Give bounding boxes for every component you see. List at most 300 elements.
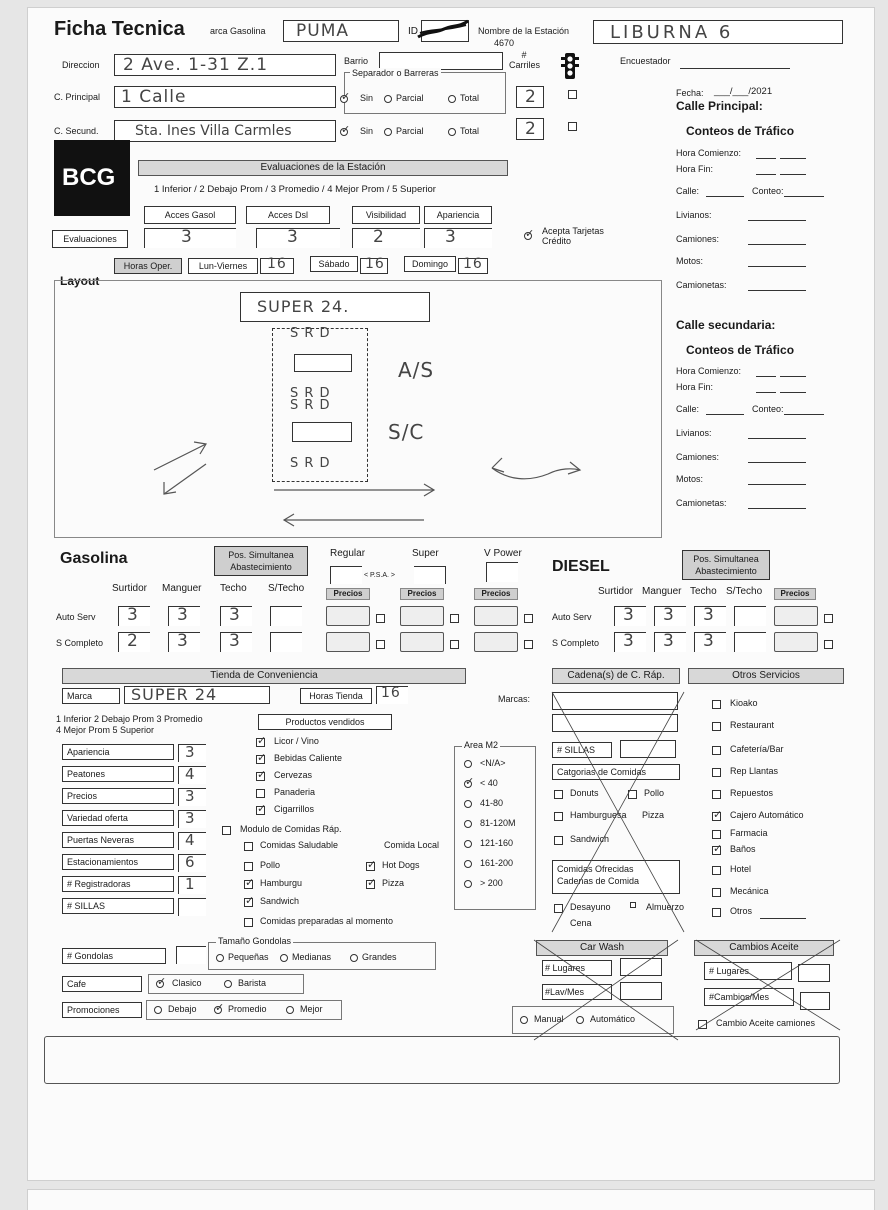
tienda-marca-field[interactable] [124,686,270,704]
area-radio[interactable] [464,780,472,788]
rating-field[interactable] [178,832,206,850]
carwash-lugares-label: # Lugares [542,960,612,976]
gas-vpower-psa-field[interactable] [486,562,518,582]
acces-dsl-field[interactable] [256,228,340,248]
rating-label: Apariencia [62,744,174,760]
gas-auto-label: Auto Serv [56,612,96,622]
pollo-label: Pollo [260,860,281,870]
rating-value: 3 [185,787,196,805]
producto-checkbox[interactable] [256,738,265,747]
principal-count-line[interactable] [748,244,806,245]
rating-value: 3 [185,743,196,761]
layout-title: Layout [60,274,100,288]
comments-box[interactable] [44,1036,840,1084]
rating-field[interactable] [178,898,206,916]
dsl-pos-label: Pos. Simultanea Abastecimiento [682,550,770,580]
tienda-horas-label: Horas Tienda [300,688,372,704]
gas-cell-value: 3 [229,631,241,651]
dsl-precios: Precios [774,588,816,600]
cat-donuts-label: Donuts [570,788,599,798]
traffic-flow-arrows-right-icon [478,444,588,490]
apariencia-value: 3 [445,227,457,247]
otros-checkbox[interactable] [712,888,721,897]
promo-mejor-radio[interactable] [286,1006,294,1014]
dsl-col-stecho: S/Techo [726,586,763,597]
dsl-cell[interactable] [654,606,686,626]
rating-label: Precios [62,788,174,804]
nombre-field[interactable] [593,20,843,44]
dsl-cell-value: 3 [703,605,715,625]
pizza-label: Pizza [382,878,405,888]
dsl-cell[interactable] [694,632,726,652]
secundaria-field-label: Motos: [676,474,704,484]
secundaria-time-line-b[interactable] [780,392,806,393]
hotdogs-label: Hot Dogs [382,860,420,870]
gas-price-field[interactable] [474,606,518,626]
producto-label: Cervezas [274,770,313,780]
visibilidad-label: Visibilidad [352,206,420,224]
principal-conteos: Conteos de Tráfico [686,124,795,138]
carwash-crossout-icon [528,934,688,1044]
rating-field[interactable] [178,810,206,828]
gas-stecho-cell[interactable] [270,632,302,652]
carriles-principal-field[interactable] [516,86,544,108]
tamano-title: Tamaño Gondolas [218,936,292,946]
rating-field[interactable] [178,854,206,872]
secundaria-time-line-a[interactable] [756,376,776,377]
otros-label: Cajero Automático [730,810,804,820]
area-radio[interactable] [464,880,472,888]
gas-price-field[interactable] [474,632,518,652]
gas-col-surtidor: Surtidor [112,583,148,594]
rating-value: 3 [185,809,196,827]
rating-field[interactable] [178,876,206,894]
aceite-title: Cambios Aceite [694,940,834,956]
dsl-stecho-cell[interactable] [734,632,766,652]
almuerzo-label: Almuerzo [646,902,685,912]
principal-semaforo-checkbox[interactable] [568,90,577,99]
diesel-title: DIESEL [552,558,610,575]
principal-time-line-a[interactable] [756,158,776,159]
sep-principal-sin-radio[interactable] [340,95,348,103]
apariencia-field[interactable] [424,228,492,248]
principal-conteo-label: Conteo: [752,186,784,196]
gas-price-field[interactable] [326,606,370,626]
producto-checkbox[interactable] [256,806,265,815]
cafe-clasico-label: Clasico [172,978,202,988]
rating-value: 1 [185,875,196,893]
producto-checkbox[interactable] [256,789,265,798]
tamano-grandes-label: Grandes [362,952,397,962]
carwash-auto-label: Automático [590,1014,636,1024]
dsl-price-checkbox[interactable] [824,614,833,623]
aceite-lugares-label: # Lugares [704,962,792,980]
id-label: ID [408,26,418,37]
area-label: < 40 [480,778,498,788]
area-label: 41-80 [480,798,504,808]
dsl-cell[interactable] [614,632,646,652]
gondolas-field[interactable] [176,946,206,964]
rating-field[interactable] [178,766,206,784]
otros-label: Restaurant [730,720,775,730]
gas-super-psa-field[interactable] [414,566,446,584]
producto-label: Licor / Vino [274,736,319,746]
preparadas-label: Comidas preparadas al momento [260,916,394,926]
rating-label: # SILLAS [62,898,174,914]
secundaria-count-line[interactable] [748,484,806,485]
area-radio[interactable] [464,820,472,828]
aceite-crossout-icon [688,934,848,1034]
fecha-label: Fecha: [676,88,704,98]
marca-value: PUMA [296,21,349,41]
cat-sandwich-label: Sandwich [570,834,610,844]
sep-secund-sin-label: Sin [360,126,374,136]
horas-dom-label: Domingo [404,256,456,272]
marca-field[interactable] [283,20,399,42]
promo-debajo-radio[interactable] [154,1006,162,1014]
area-label: > 200 [480,878,503,888]
otros-checkbox[interactable] [712,700,721,709]
area-label: <N/A> [480,758,506,768]
sep-secund-sin-radio[interactable] [340,128,348,136]
tarjetas-radio[interactable] [524,232,532,240]
sep-secund-total-label: Total [460,126,480,136]
secundaria-field-label: Calle: [676,404,700,414]
gas-price-checkbox[interactable] [450,614,459,623]
dsl-col-techo: Techo [690,586,717,597]
principal-count-line[interactable] [748,290,806,291]
pollo-checkbox[interactable] [244,862,253,871]
secund-semaforo-checkbox[interactable] [568,122,577,131]
next-page-edge [28,1190,874,1210]
secundaria-count-line[interactable] [748,462,806,463]
cat-pollo-label: Pollo [644,788,665,798]
secundaria-conteo-label: Conteo: [752,404,784,414]
id-field[interactable] [421,20,469,42]
gas-price-checkbox[interactable] [376,640,385,649]
gas-cell-value: 3 [177,631,189,651]
area-label: 161-200 [480,858,514,868]
gas-cell-value: 3 [229,605,241,625]
sandwich-checkbox[interactable] [244,898,253,907]
sep-secund-total-radio[interactable] [448,128,456,136]
pump-1 [294,354,352,372]
encuestador-label: Encuestador [620,56,671,66]
rating-value: 4 [185,765,196,783]
horas-dom-field[interactable] [458,258,488,274]
secundaria-count-line[interactable] [748,508,806,509]
cprincipal-field[interactable] [114,86,336,108]
gas-cell[interactable] [118,632,150,652]
sep-secund-parcial-radio[interactable] [384,128,392,136]
cadenas-ofrecidas-2: Cadenas de Comida [557,876,640,886]
scribble-redaction-icon [414,17,474,39]
traffic-flow-arrows-bottom-icon [264,476,444,536]
producto-checkbox[interactable] [256,755,265,764]
tamano-pequenas-radio[interactable] [216,954,224,962]
secundaria-title: Calle secundaria: [676,318,776,332]
otros-label: Repuestos [730,788,774,798]
dsl-cell[interactable] [654,632,686,652]
acces-gasol-value: 3 [181,227,193,247]
visibilidad-field[interactable] [352,228,420,248]
gondolas-label: # Gondolas [62,948,166,964]
fecha-value[interactable]: ___/___/2021 [714,86,773,97]
modulo-checkbox[interactable] [222,826,231,835]
gas-price-checkbox[interactable] [524,614,533,623]
gas-precios-regular: Precios [326,588,370,600]
gas-price-checkbox[interactable] [376,614,385,623]
separador-label: Separador o Barreras [352,68,439,78]
area-label: 121-160 [480,838,514,848]
producto-label: Panaderia [274,787,316,797]
gas-price-field[interactable] [400,606,444,626]
secundaria-time-line-b[interactable] [780,376,806,377]
barrio-label: Barrio [344,56,369,66]
tamano-grandes-radio[interactable] [350,954,358,962]
evaluaciones-row-label: Evaluaciones [52,230,128,248]
rating-label: Puertas Neveras [62,832,174,848]
tienda-marca-value: SUPER 24 [131,685,218,704]
tienda-scale-2: 4 Mejor Prom 5 Superior [56,725,155,735]
secundaria-field-label: Hora Comienzo: [676,366,742,376]
area-radio[interactable] [464,840,472,848]
otros-checkbox[interactable] [712,846,721,855]
evaluaciones-title: Evaluaciones de la Estación [138,160,508,176]
gas-cell-value: 2 [127,631,139,651]
gas-precios-vpower: Precios [474,588,518,600]
gas-price-checkbox[interactable] [524,640,533,649]
principal-count-line[interactable] [748,220,806,221]
aceite-cambios-label: #Cambios/Mes [704,988,794,1006]
cafe-clasico-radio[interactable] [156,980,164,988]
csecund-value: Sta. Ines Villa Carmles [135,123,292,139]
sep-parcial-label: Parcial [396,93,424,103]
rating-field[interactable] [178,788,206,806]
otros-label: Otros [730,906,753,916]
otros-label: Kioako [730,698,758,708]
acces-gasol-field[interactable] [144,228,236,248]
dsl-cell-value: 3 [623,605,635,625]
rating-label: # Registradoras [62,876,174,892]
gas-regular-psa-field[interactable] [330,566,362,584]
promo-mejor-label: Mejor [300,1004,323,1014]
apariencia-label: Apariencia [424,206,492,224]
dsl-price-checkbox[interactable] [824,640,833,649]
carwash-manual-radio[interactable] [520,1016,528,1024]
gas-stecho-cell[interactable] [270,606,302,626]
gas-price-field[interactable] [326,632,370,652]
promo-promedio-label: Promedio [228,1004,267,1014]
principal-field-label: Hora Fin: [676,164,714,174]
carriles-secund-value: 2 [525,119,537,139]
principal-time-line-b[interactable] [780,174,806,175]
gas-precios-super: Precios [400,588,444,600]
secundaria-field-label: Hora Fin: [676,382,714,392]
tienda-title: Tienda de Conveniencia [62,668,466,684]
dsl-stecho-cell[interactable] [734,606,766,626]
horas-sab-field[interactable] [360,258,388,274]
tienda-scale-1: 1 Inferior 2 Debajo Prom 3 Promedio [56,714,203,724]
principal-count-line[interactable] [748,266,806,267]
tamano-medianas-radio[interactable] [280,954,288,962]
principal-time-line-a[interactable] [756,174,776,175]
area-label: 81-120M [480,818,516,828]
srd-label-2b: S R D [290,398,331,413]
bcg-logo [54,140,130,216]
gas-col-manguer: Manguer [162,583,202,594]
form-sheet [28,8,874,1180]
carriles-label: # Carriles [509,50,541,70]
gas-cell-value: 3 [177,605,189,625]
otros-checkbox[interactable] [712,812,721,821]
principal-field-label: Calle: [676,186,700,196]
principal-time-line-b[interactable] [780,158,806,159]
otros-label: Hotel [730,864,752,874]
sep-principal-total-radio[interactable] [448,95,456,103]
csecund-field[interactable] [114,120,336,142]
gas-cell[interactable] [118,606,150,626]
otros-label: Mecánica [730,886,769,896]
secundaria-conteos: Conteos de Tráfico [686,343,795,357]
dsl-auto-label: Auto Serv [552,612,592,622]
gasolina-title: Gasolina [60,550,128,567]
principal-field-label: Camiones: [676,234,720,244]
dsl-cell-value: 3 [623,631,635,651]
gas-psa-label: < P.S.A. > [364,572,396,579]
pump-2 [292,422,352,442]
secundaria-time-line-a[interactable] [756,392,776,393]
producto-label: Bebidas Caliente [274,753,343,763]
logo-text: BCG [62,164,116,191]
principal-title: Calle Principal: [676,99,763,113]
dsl-col-surtidor: Surtidor [598,586,634,597]
hotdogs-checkbox[interactable] [366,862,375,871]
promo-promedio-radio[interactable] [214,1006,222,1014]
direccion-value: 2 Ave. 1-31 Z.1 [123,55,269,75]
secundaria-calle-line[interactable] [706,414,744,415]
nombre-label: Nombre de la Estación [478,26,570,36]
comida-local-label: Comida Local [384,840,440,850]
gas-col-techo: Techo [220,583,247,594]
secundaria-conteo-line[interactable] [784,414,824,415]
layout-store-label: SUPER 24. [257,297,350,316]
sep-principal-parcial-radio[interactable] [384,95,392,103]
gas-cell[interactable] [220,606,252,626]
gas-cell[interactable] [168,606,200,626]
principal-field-label: Livianos: [676,210,712,220]
cadenas-title: Cadena(s) de C. Ráp. [552,668,680,684]
otros-checkbox[interactable] [712,746,721,755]
carriles-secund-field[interactable] [516,118,544,140]
otros-label: Baños [730,844,756,854]
rating-value: 6 [185,853,196,871]
dsl-price-field[interactable] [774,606,818,626]
hamburguesa-checkbox[interactable] [244,880,253,889]
horas-lv-field[interactable] [260,258,294,274]
sep-sin-label: Sin [360,93,374,103]
gas-price-field[interactable] [400,632,444,652]
otros-checkbox[interactable] [712,722,721,731]
principal-conteo-line[interactable] [784,196,824,197]
otros-checkbox[interactable] [712,908,721,917]
gas-price-checkbox[interactable] [450,640,459,649]
tamano-medianas-label: Medianas [292,952,332,962]
acces-gasol-label: Acces Gasol [144,206,236,224]
otros-label: Cafetería/Bar [730,744,784,754]
horas-label: Horas Oper. [114,258,182,274]
area-radio[interactable] [464,860,472,868]
dsl-cell[interactable] [614,606,646,626]
gas-super-label: Super [412,548,439,559]
gas-col-stecho: S/Techo [268,583,305,594]
otros-checkbox[interactable] [712,768,721,777]
principal-field-label: Hora Comienzo: [676,148,742,158]
visibilidad-value: 2 [373,227,385,247]
otros-label: Rep Llantas [730,766,779,776]
form-title: Ficha Tecnica [54,18,185,40]
secundaria-field-label: Camionetas: [676,498,727,508]
cafe-barista-radio[interactable] [224,980,232,988]
preparadas-checkbox[interactable] [244,918,253,927]
dsl-cell[interactable] [694,606,726,626]
otros-line[interactable] [760,918,806,919]
tamano-pequenas-label: Pequeñas [228,952,269,962]
horas-dom-value: 16 [463,256,483,272]
pizza-checkbox[interactable] [366,880,375,889]
tienda-horas-value: 16 [381,685,401,701]
comidas-saludable-label: Comidas Saludable [260,840,339,850]
gas-regular-label: Regular [330,548,366,559]
area-radio[interactable] [464,760,472,768]
tienda-horas-field[interactable] [376,686,408,704]
csecund-label: C. Secund. [54,126,99,136]
principal-calle-line[interactable] [706,196,744,197]
dsl-price-field[interactable] [774,632,818,652]
acces-dsl-value: 3 [287,227,299,247]
cat-hamburguesa-label: Hamburguesa [570,810,627,820]
gas-vpower-label: V Power [484,548,522,559]
otros-checkbox[interactable] [712,830,721,839]
encuestador-line[interactable] [680,68,790,69]
gas-cell[interactable] [168,632,200,652]
gas-cell-value: 3 [127,605,139,625]
horas-lv-label: Lun-Viernes [188,258,258,274]
carriles-principal-value: 2 [525,87,537,107]
gas-cell[interactable] [220,632,252,652]
area-radio[interactable] [464,800,472,808]
srd-label-3: S R D [290,456,331,471]
rating-field[interactable] [178,744,206,762]
desayuno-label: Desayuno [570,902,611,912]
srd-label-1: S R D [290,326,331,341]
direccion-field[interactable] [114,54,336,76]
modulo-label: Modulo de Comidas Ráp. [240,824,342,834]
dsl-cell-value: 3 [663,605,675,625]
horas-sab-value: 16 [365,256,385,272]
comidas-saludable-checkbox[interactable] [244,842,253,851]
dsl-col-manguer: Manguer [642,586,682,597]
producto-checkbox[interactable] [256,772,265,781]
otros-checkbox[interactable] [712,866,721,875]
secundaria-count-line[interactable] [748,438,806,439]
cadenas-sillas-label: # SILLAS [552,742,612,758]
layout-store-box [240,292,430,322]
srd-label-2: S R D [290,386,331,401]
cadenas-ofrecidas-1: Comidas Ofrecidas [557,864,634,874]
otros-checkbox[interactable] [712,790,721,799]
tarjetas-label: Acepta Tarjetas Crédito [542,226,604,246]
